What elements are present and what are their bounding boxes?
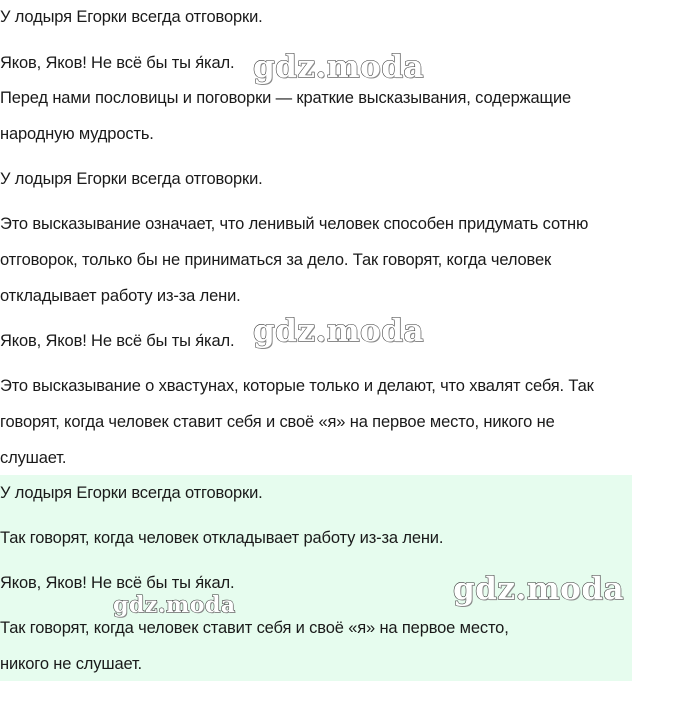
proverb-line: Яков, Яков! Не всё бы ты я́кал. — [0, 332, 235, 350]
answer-explanation-line: Так говорят, когда человек откладывает работу из-за лени. — [0, 529, 444, 547]
proverb-line: Яков, Яков! Не всё бы ты я́кал. — [0, 54, 235, 72]
watermark-logo: gdz.moda — [113, 592, 236, 618]
proverb-line: У лодыря Егорки всегда отговорки. — [0, 170, 263, 188]
intro-paragraph-line: Перед нами пословицы и поговорки — краткие высказывания, содержащие — [0, 89, 572, 107]
answer-proverb-line: Яков, Яков! Не всё бы ты я́кал. — [0, 574, 235, 592]
proverb-line: У лодыря Егорки всегда отговорки. — [0, 8, 263, 26]
explanation-line: слушает. — [0, 449, 67, 467]
watermark-logo: gdz.moda — [253, 49, 424, 85]
answer-explanation-line: никого не слушает. — [0, 655, 142, 673]
explanation-line: Это высказывание о хвастунах, которые только и делают, что хвалят себя. Так — [0, 377, 594, 395]
answer-explanation-line: Так говорят, когда человек ставит себя и своё «я» на первое место, — [0, 619, 509, 637]
explanation-line: говорят, когда человек ставит себя и своё «я» на первое место, никого не — [0, 413, 555, 431]
intro-paragraph-line: народную мудрость. — [0, 125, 154, 143]
explanation-line: откладывает работу из-за лени. — [0, 287, 241, 305]
answer-proverb-line: У лодыря Егорки всегда отговорки. — [0, 484, 263, 502]
explanation-line: Это высказывание означает, что ленивый человек способен придумать сотню — [0, 215, 589, 233]
watermark-logo: gdz.moda — [253, 313, 424, 349]
explanation-line: отговорок, только бы не приниматься за дело. Так говорят, когда человек — [0, 251, 552, 269]
watermark-logo: gdz.moda — [453, 571, 624, 607]
